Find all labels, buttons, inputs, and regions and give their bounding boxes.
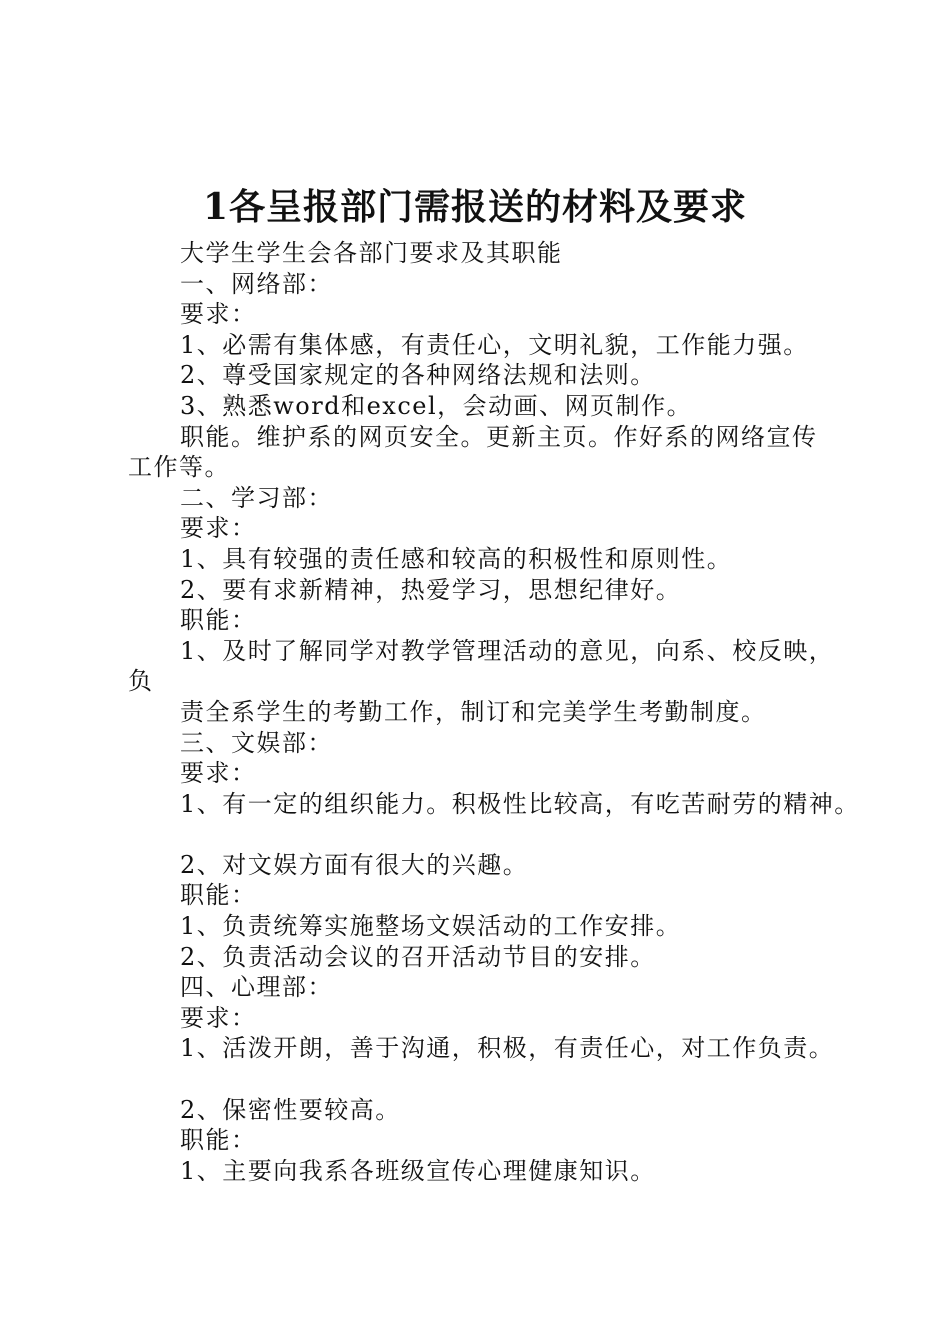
text-line: 1、负责统筹实施整场文娱活动的工作安排。 (180, 912, 682, 941)
text-line: 三、文娱部： (180, 728, 333, 757)
text-line: 要求： (180, 759, 257, 788)
text-line: 职能： (180, 881, 257, 910)
text-line: 1、活泼开朗，善于沟通，积极，有责任心，对工作负责。 (180, 1034, 835, 1063)
text-line: 四、心理部： (180, 973, 333, 1002)
text-line: 2、对文娱方面有很大的兴趣。 (180, 850, 529, 879)
text-line: 3、熟悉word和excel，会动画、网页制作。 (180, 391, 693, 420)
text-line: 1、及时了解同学对教学管理活动的意见，向系、校反映， (180, 636, 835, 665)
blank-line (128, 819, 848, 850)
text-line: 2、负责活动会议的召开活动节目的安排。 (180, 942, 656, 971)
text-line: 负 (128, 667, 154, 696)
text-line: 1、具有较强的责任感和较高的积极性和原则性。 (180, 544, 733, 573)
text-line: 要求： (180, 1003, 257, 1032)
text-line: 工作等。 (128, 453, 230, 482)
text-line: 二、学习部： (180, 483, 333, 512)
text-line: 一、网络部： (180, 269, 333, 298)
text-line: 1、主要向我系各班级宣传心理健康知识。 (180, 1156, 656, 1185)
text-line: 要求： (180, 514, 257, 543)
text-line: 大学生学生会各部门要求及其职能 (180, 239, 563, 267)
text-line: 2、保密性要较高。 (180, 1095, 401, 1124)
text-line: 1、有一定的组织能力。积极性比较高，有吃苦耐劳的精神。 (180, 789, 860, 818)
text-line: 要求： (180, 300, 257, 329)
document-title: 1各呈报部门需报送的材料及要求 (202, 186, 748, 228)
text-line: 1、必需有集体感，有责任心，文明礼貌，工作能力强。 (180, 330, 809, 359)
text-line: 职能： (180, 1126, 257, 1155)
document-body (128, 238, 860, 1186)
text-line: 职能。维护系的网页安全。更新主页。作好系的网络宣传 (180, 422, 818, 451)
text-line: 职能： (180, 606, 257, 635)
blank-line (128, 1064, 848, 1095)
text-line: 责全系学生的考勤工作，制订和完美学生考勤制度。 (180, 697, 767, 726)
text-line: 2、要有求新精神，热爱学习，思想纪律好。 (180, 575, 682, 604)
text-line: 2、尊受国家规定的各种网络法规和法则。 (180, 361, 656, 390)
